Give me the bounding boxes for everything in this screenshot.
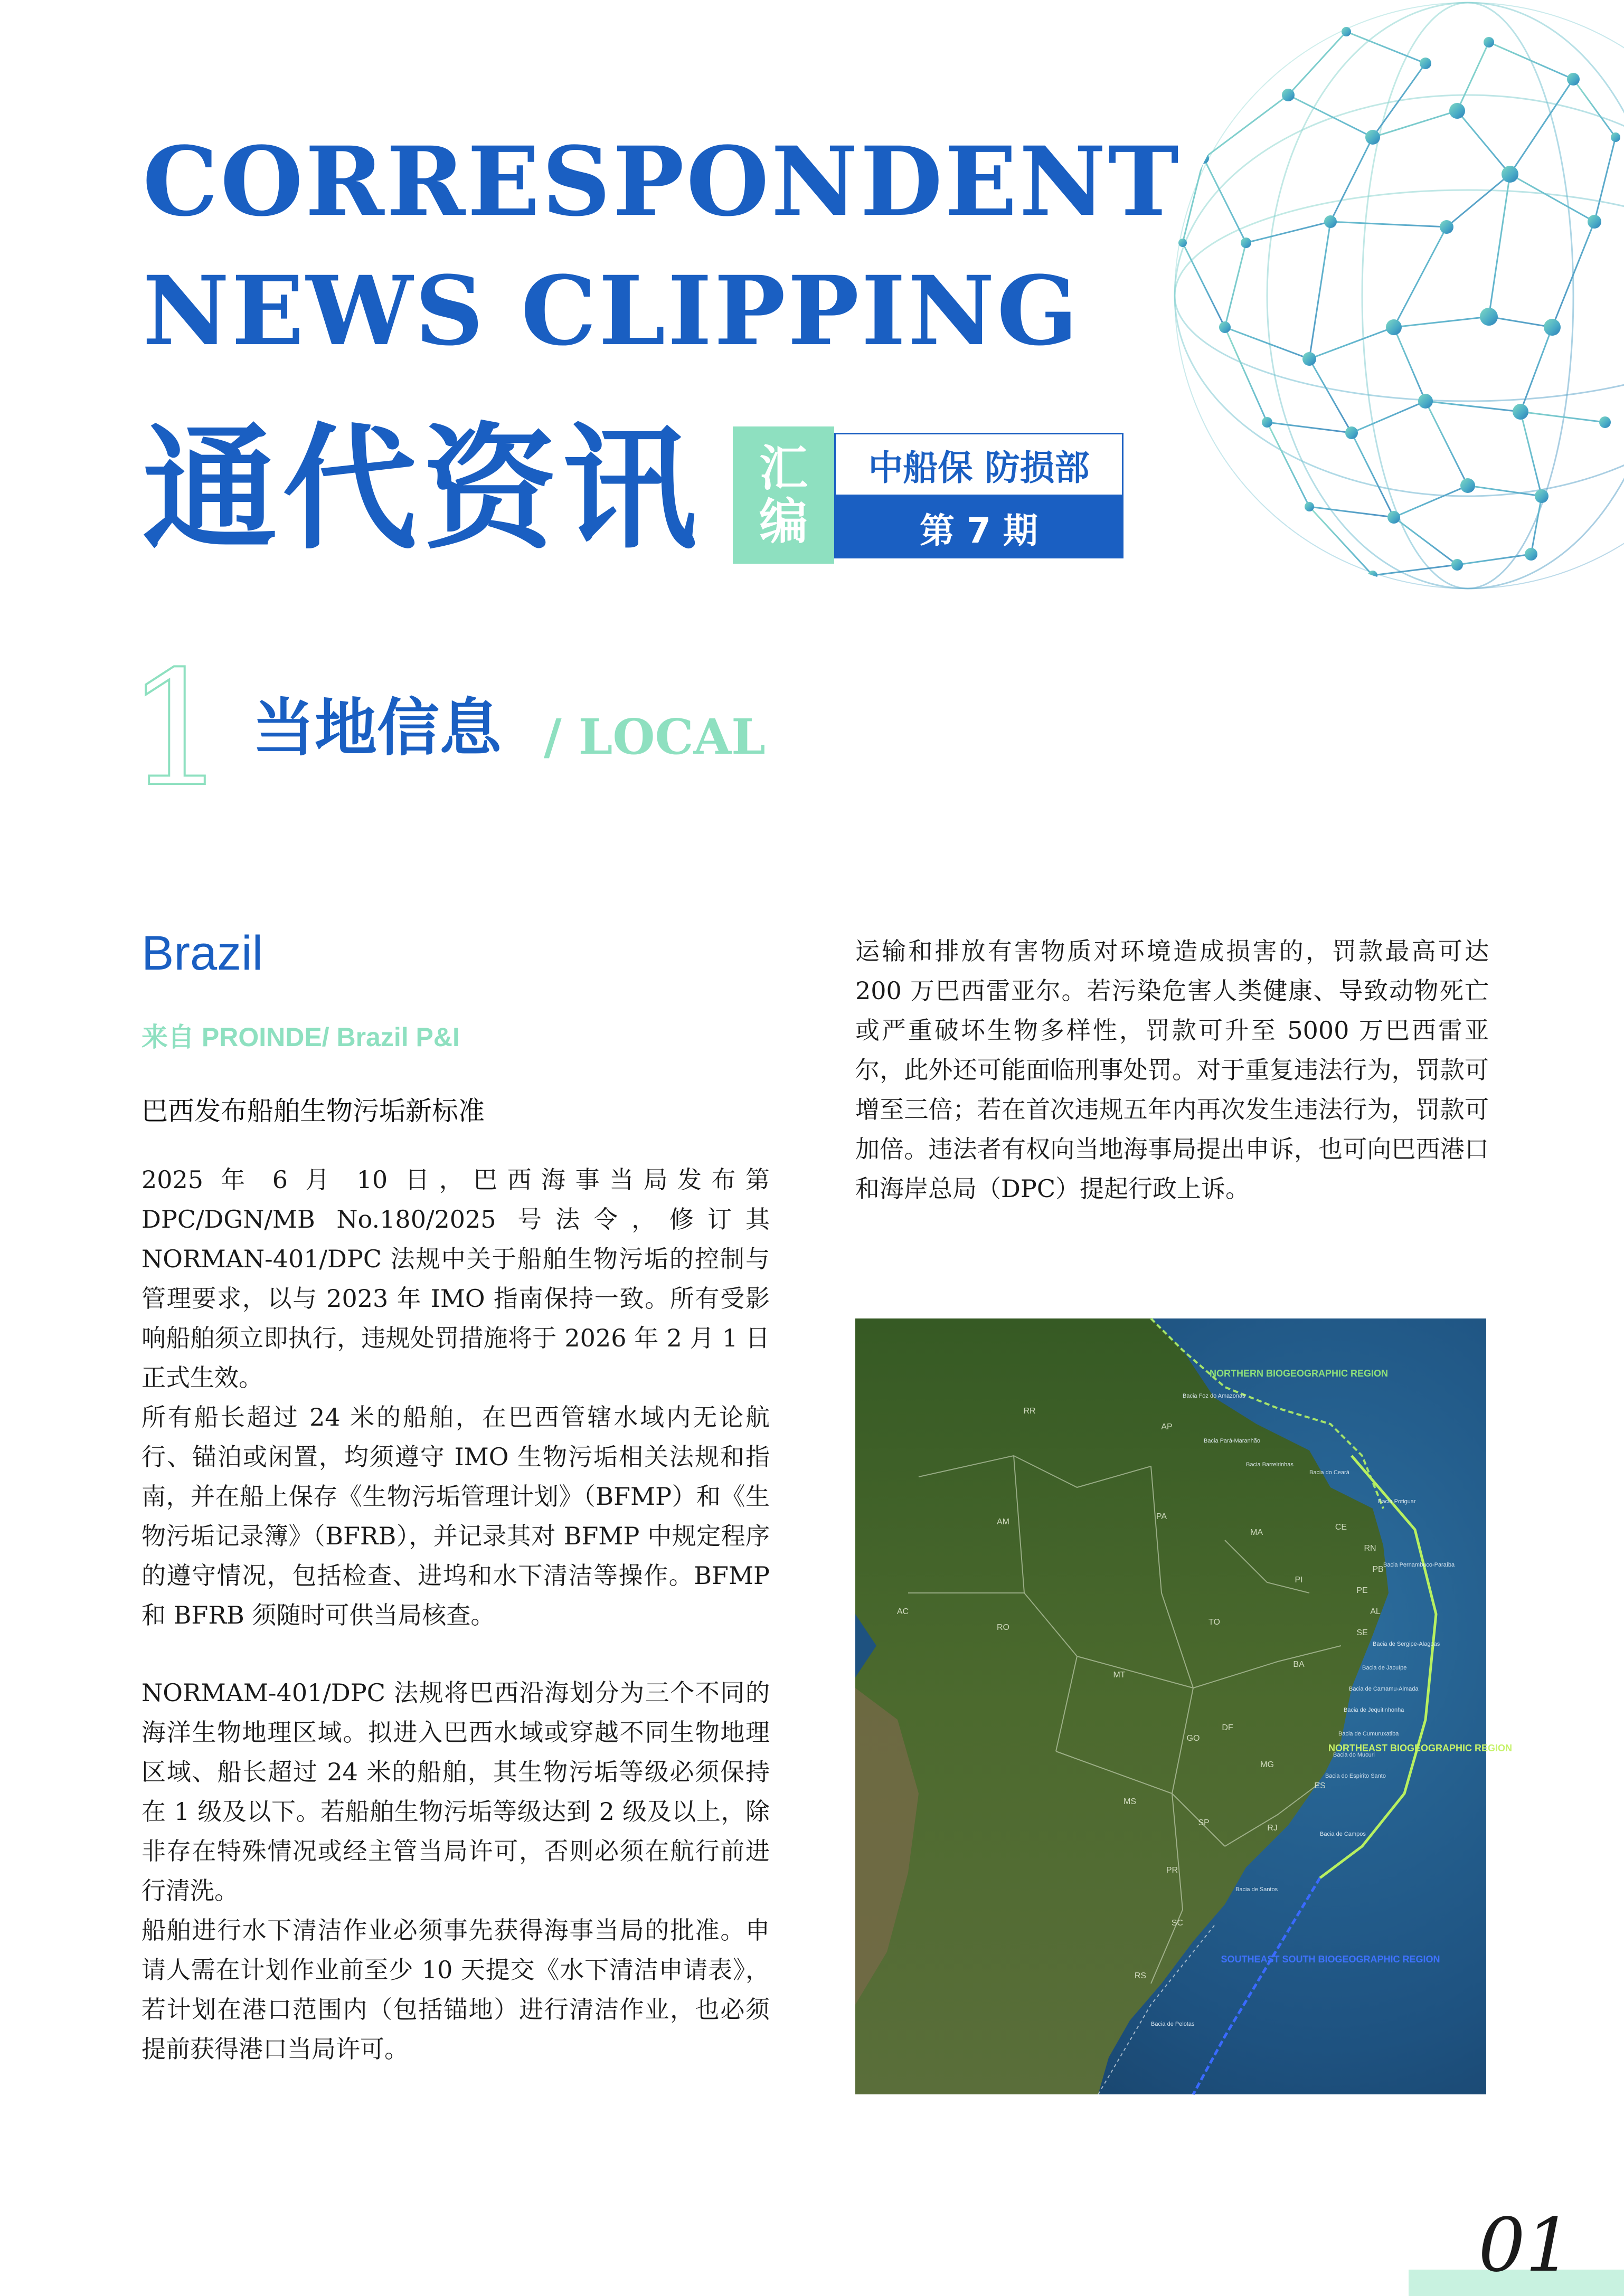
- state-label: SC: [1171, 1919, 1184, 1928]
- state-label: AP: [1161, 1422, 1173, 1431]
- badge-char-2: 编: [759, 494, 808, 550]
- basin-label: Bacia de Jequitinhonha: [1344, 1707, 1404, 1713]
- basin-label: Bacia de Jacuípe: [1362, 1665, 1407, 1671]
- brazil-biogeographic-map: [855, 1318, 1513, 2094]
- section-title-english: / LOCAL: [544, 708, 766, 765]
- state-label: MS: [1123, 1797, 1136, 1806]
- state-label: RO: [997, 1623, 1009, 1632]
- section-number: 1: [126, 637, 228, 821]
- basin-label: Bacia de Santos: [1235, 1886, 1278, 1893]
- department-label: 中船保 防损部: [834, 433, 1123, 496]
- basin-label: Bacia Pernambuco-Paraíba: [1383, 1562, 1455, 1568]
- state-label: PI: [1295, 1576, 1303, 1585]
- country-heading: Brazil: [141, 926, 263, 980]
- state-label: CE: [1335, 1523, 1347, 1532]
- state-label: ES: [1314, 1781, 1326, 1790]
- basin-label: Bacia de Sergipe-Alagoas: [1373, 1641, 1440, 1647]
- network-globe-decoration: [1172, 0, 1624, 654]
- state-label: MA: [1250, 1528, 1263, 1537]
- title-chinese: 通代资讯: [143, 411, 703, 568]
- state-label: SP: [1198, 1818, 1210, 1827]
- state-label: DF: [1222, 1723, 1233, 1732]
- title-english-line1: CORRESPONDENT: [143, 126, 1181, 238]
- basin-label: Bacia de Campos: [1320, 1831, 1366, 1837]
- state-label: TO: [1208, 1618, 1220, 1627]
- basin-label: Bacia de Pelotas: [1151, 2021, 1195, 2027]
- state-label: AL: [1370, 1607, 1381, 1616]
- state-label: PR: [1166, 1866, 1178, 1875]
- state-label: RR: [1023, 1407, 1036, 1416]
- article-paragraph: 运输和排放有害物质对环境造成损害的，罚款最高可达 200 万巴西雷亚尔。若污染危害人类健康、导致动物死亡或严重破坏生物多样性，罚款可升至 5000 万巴西雷亚尔，此外还可能面临刑事处罚。对于重复违法行为，罚款可增至三倍；若在首次违规五年内再次发生违法行为，罚款可加倍。违法者有权向当地海事局提出申诉，也可向巴西港口和海岸总局（DPC）提起行政上诉。: [855, 937, 1489, 1203]
- basin-label: Bacia Pará-Maranhão: [1204, 1438, 1261, 1444]
- region-label-southeast: SOUTHEAST SOUTH BIOGEOGRAPHIC REGION: [1221, 1954, 1440, 1965]
- basin-label: Bacia de Camamu-Almada: [1349, 1686, 1419, 1692]
- basin-label: Bacia do Ceará: [1309, 1469, 1349, 1476]
- section-number-graphic: [126, 637, 228, 821]
- state-label: GO: [1186, 1734, 1200, 1743]
- badge-char-1: 汇: [759, 440, 808, 497]
- basin-label: Bacia de Cumuruxatiba: [1338, 1731, 1399, 1737]
- region-label-northern: NORTHERN BIOGEOGRAPHIC REGION: [1209, 1368, 1389, 1379]
- state-label: PE: [1356, 1586, 1368, 1595]
- state-label: BA: [1293, 1660, 1305, 1669]
- state-label: MG: [1260, 1760, 1274, 1769]
- state-label: MT: [1113, 1671, 1126, 1680]
- basin-label: Bacia do Mucuri: [1333, 1752, 1375, 1758]
- article-headline: 巴西发布船舶生物污垢新标准: [141, 1096, 485, 1126]
- state-label: SE: [1356, 1628, 1368, 1637]
- article-paragraph: 2025 年 6 月 10 日，巴西海事当局发布第 DPC/DGN/MB No.180/2025 号法令，修订其 NORMAN-401/DPC 法规中关于船舶生物污垢的控制与管理要求，以与 2023 年 IMO 指南保持一致。所有受影响船舶须立即执行，违规处罚措施将于 2026 年 2 月 1 日正式生效。: [141, 1165, 770, 1392]
- source-line: 来自 PROINDE/ Brazil P&I: [141, 1022, 460, 1052]
- state-label: RS: [1134, 1971, 1147, 1980]
- basin-label: Bacia Barreirinhas: [1246, 1462, 1293, 1468]
- basin-label: Bacia Potiguar: [1378, 1498, 1416, 1505]
- page-number: 01: [1478, 2203, 1573, 2289]
- region-label-northeast: NORTHEAST BIOGEOGRAPHIC REGION: [1328, 1743, 1513, 1753]
- basin-label: Bacia do Espírito Santo: [1325, 1773, 1386, 1779]
- state-label: PA: [1156, 1512, 1167, 1521]
- state-label: AC: [896, 1607, 909, 1616]
- issue-label: 第 7 期: [834, 496, 1123, 558]
- article-paragraph: NORMAM-401/DPC 法规将巴西沿海划分为三个不同的海洋生物地理区域。拟进入巴西水域或穿越不同生物地理区域、船长超过 24 米的船舶，其生物污垢等级必须保持在 1 级及以下。若船舶生物污垢等级达到 2 级及以上，除非存在特殊情况或经主管当局许可，否则必须在航行前进行清洗。: [141, 1678, 770, 1905]
- state-label: AM: [997, 1517, 1009, 1526]
- state-label: RN: [1364, 1544, 1376, 1553]
- section-title-chinese: 当地信息: [252, 691, 502, 764]
- article-paragraph: 船舶进行水下清洁作业必须事先获得海事当局的批准。申请人需在计划作业前至少 10 天提交《水下清洁申请表》，若计划在港口范围内（包括锚地）进行清洁作业，也必须提前获得港口当局许可。: [141, 1916, 770, 2063]
- basin-label: Bacia Foz do Amazonas: [1183, 1393, 1245, 1399]
- compilation-badge: [733, 426, 834, 564]
- title-english-line2: NEWS CLIPPING: [143, 255, 1080, 367]
- state-label: RJ: [1267, 1824, 1278, 1833]
- state-label: PB: [1372, 1565, 1384, 1574]
- article-paragraph: 所有船长超过 24 米的船舶，在巴西管辖水域内无论航行、锚泊或闲置，均须遵守 IMO 生物污垢相关法规和指南，并在船上保存《生物污垢管理计划》（BFMP）和《生物污垢记录簿》（BFRB），并记录其对 BFMP 中规定程序的遵守情况，包括检查、进坞和水下清洁等操作。BFMP 和 BFRB 须随时可供当局核查。: [141, 1403, 770, 1629]
